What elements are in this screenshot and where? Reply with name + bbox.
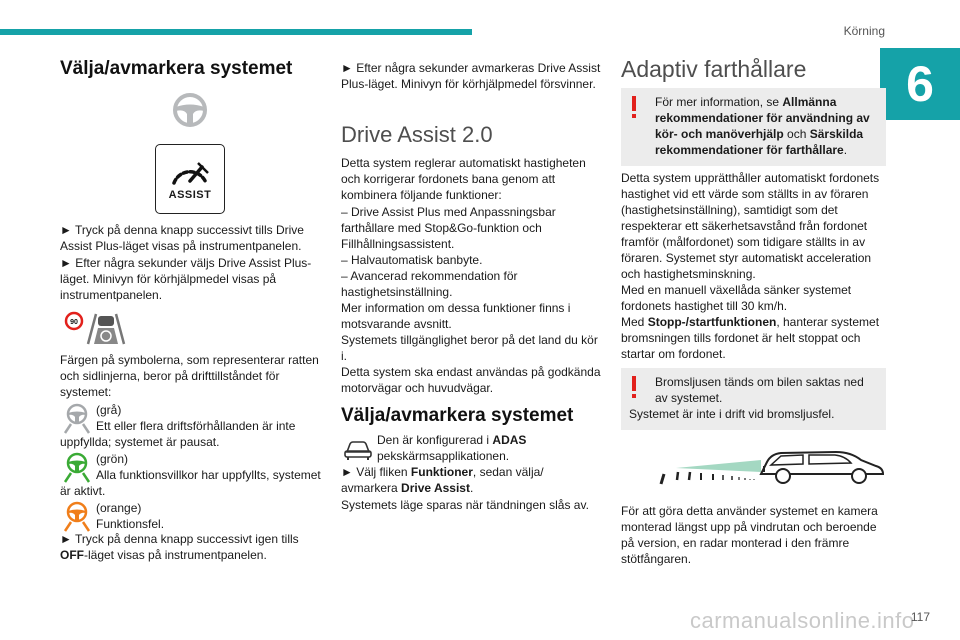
note-brake-lights — [621, 368, 886, 430]
col2-p7: Systemets tillgänglighet beror på det land du kör i. — [341, 333, 598, 363]
col2-p8: Detta system ska endast användas på godkända motorvägar och huvudvägar. — [341, 365, 601, 395]
drive-assist-minivy-icon — [64, 308, 134, 346]
note2-line2: Systemet är inte i drift vid bromsljusfel. — [629, 407, 835, 421]
col2-p3: – Drive Assist Plus med Anpassningsbar farthållare med Stop&Go-funktion och Fillhållningsassistent. — [341, 205, 556, 251]
green-text: Alla funktionsvillkor har uppfyllts, systemet är aktivt. — [60, 468, 321, 498]
car-outline-icon — [341, 432, 375, 464]
col1-title: Välja/avmarkera systemet — [60, 58, 293, 79]
car-radar-icon — [621, 438, 886, 486]
green-label: (grön) — [96, 452, 129, 466]
watermark: carmanualsonline.info — [690, 608, 915, 633]
col2-p6: Mer information om dessa funktioner finns i motsvarande avsnitt. — [341, 301, 571, 331]
col3-title: Adaptiv farthållare — [621, 56, 807, 82]
note2-line1: Bromsljusen tänds om bilen saktas ned av systemet. — [655, 375, 864, 405]
steering-wheel-icon — [172, 92, 208, 128]
col2-title1: Drive Assist 2.0 — [341, 122, 493, 147]
col1-p1: ► Tryck på denna knapp successivt tills Drive Assist Plus-läget visas på instrumentpanelen. — [60, 223, 304, 253]
section-title: Körning — [843, 24, 885, 38]
col1-p3: Färgen på symbolerna, som representerar ratten och sidlinjerna, beror på drifttillståndet för systemet: — [60, 353, 319, 399]
col2-p1: ► Efter några sekunder avmarkeras Drive Assist Plus-läget. Minivyn för körhjälpmedel försvinner. — [341, 61, 601, 91]
col3-p1: Detta system upprätthåller automatiskt fordonets hastighet vid ett värde som ställts in av föraren (hastighetsinställning), samtidigt som det respekterar ett säkerhetsavstånd från fordonet framför (målfordonet) som tidigare ställts in av föraren. Systemet styr automatiskt acceleration och hastighetsminskning. — [621, 171, 880, 281]
warning-exclamation-icon — [631, 96, 637, 118]
adas-row — [341, 432, 603, 464]
col1-p4: ► Tryck på denna knapp successivt igen tills OFF-läget visas på instrumentpanelen. — [60, 532, 299, 562]
col2-p10: ► Välj fliken Funktioner, sedan välja/ avmarkera Drive Assist. — [341, 465, 544, 495]
adas-text: Den är konfigurerad i ADAS pekskärmsapplikationen. — [377, 433, 527, 463]
col2-p2: Detta system reglerar automatiskt hastigheten och korrigerar fordonets bana genom att kombinera följande funktioner: — [341, 156, 586, 202]
assist-button-icon — [155, 144, 225, 214]
col2-p5: – Avancerad rekommendation för hastighetsinställning. — [341, 269, 518, 299]
col2-p4: – Halvautomatisk banbyte. — [341, 253, 483, 267]
grey-label: (grå) — [96, 403, 122, 417]
col3-p2: Med en manuell växellåda sänker systemet fordonets hastighet till 30 km/h. — [621, 283, 852, 313]
chapter-badge: 6 — [880, 48, 960, 120]
note-recommendations — [621, 88, 886, 166]
col1-p2: ► Efter några sekunder väljs Drive Assist Plus-läget. Minivyn för körhjälpmedel visas på instrumentpanelen. — [60, 256, 312, 302]
orange-status-row — [60, 500, 322, 532]
grey-text: Ett eller flera driftsförhållanden är inte uppfyllda; systemet är pausat. — [60, 419, 296, 449]
warning-exclamation-icon — [631, 376, 637, 398]
orange-label: (orange) — [96, 501, 142, 515]
lane-keep-orange-icon — [60, 500, 94, 532]
col2-p11: Systemets läge sparas när tändningen slås av. — [341, 498, 589, 512]
orange-text: Funktionsfel. — [96, 517, 165, 531]
col2-title2: Välja/avmarkera systemet — [341, 405, 574, 426]
col3-p3: Med Stopp-/startfunktionen, hanterar systemet bromsningen tills fordonet är helt stoppat och startar om fordonet. — [621, 315, 880, 361]
page-number: 117 — [910, 610, 930, 624]
col3-p4: För att göra detta använder systemet en kamera monterad längst upp på vindrutan och beroende på version, en radar monterad i den främre stötfångaren. — [621, 504, 878, 566]
speed-limit-value: 90 — [70, 319, 78, 326]
assist-gauge-icon — [168, 157, 212, 187]
assist-label: ASSIST — [168, 189, 212, 201]
header-accent-bar — [0, 29, 472, 35]
note1-text: För mer information, se Allmänna rekommendationer för användning av kör- och manöverhjälp och Särskilda rekommendationer för farthållare. — [655, 95, 870, 157]
